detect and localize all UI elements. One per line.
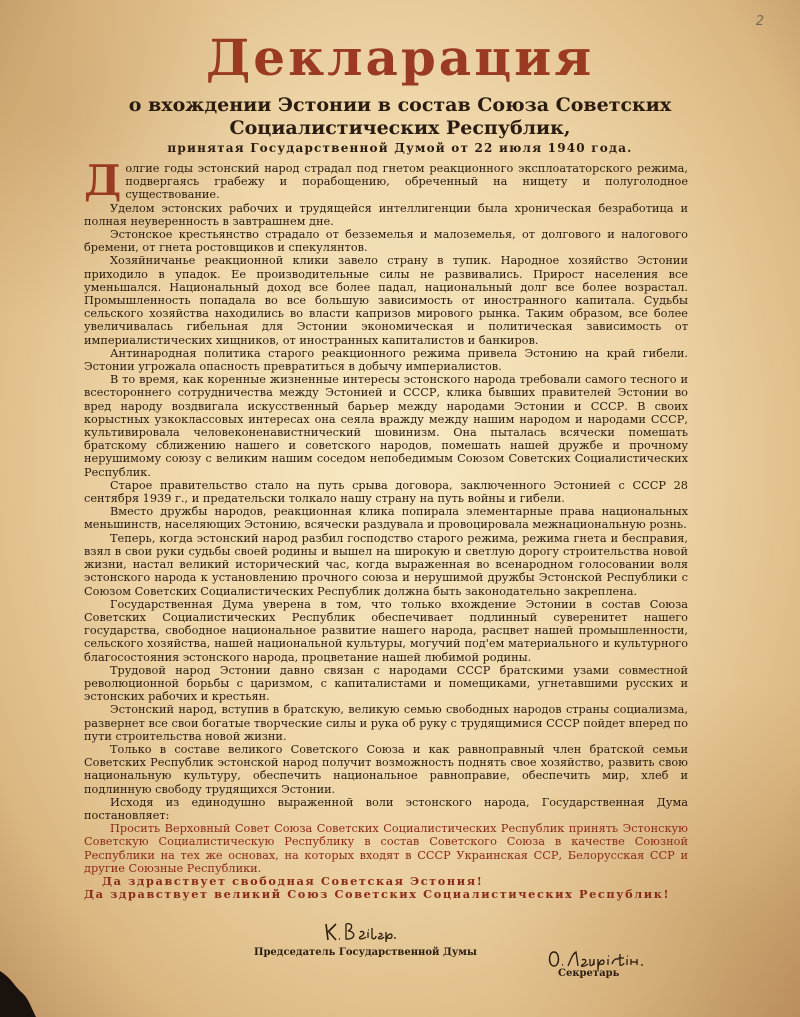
paragraph-text: олгие годы эстонский народ страдал под гнетом реакционного эксплоататорского режима, подвергаясь грабежу и порабощению, обреченный на нищету и полуголодное существование.: [125, 162, 688, 202]
paragraph-6: В то время, как коренные жизненные интересы эстонского народа требовали самого тесного и всестороннего сотрудничества между Эстонией и СССР, клика бывших правителей Эстонии во вред народу воздвигала искусственный барьер между народами Эстонии и СССР. В своих корыстных узкоклассовых интересах она сеяла вражду между нашим народом и народами СССР, культивировала человеконенавистнический шовинизм. Она пыталась всячески помешать братскому сближению нашего и советского народов, помешать нашей дружбе и прочному нерушимому союзу с великим нашим соседом непобедимым Союзом Советских Социалистических Республик.: [84, 373, 688, 479]
paragraph-11: Трудовой народ Эстонии давно связан с народами СССР братскими узами совместной революционной борьбы с царизмом, с капиталистами и помещиками, угнетавшими русских и эстонских рабочих и крестьян.: [84, 663, 688, 704]
paragraph-14: Исходя из единодушно выраженной воли эстонского народа, Государственная Дума постановляет:: [84, 795, 688, 822]
slogan-great-union: Да здравствует великий Союз Советских Социалистических Республик!: [84, 887, 671, 902]
paragraph-5: Антинародная политика старого реакционного режима привела Эстонию на край гибели. Эстонии угрожала опасность превратиться в добычу империалистов.: [84, 346, 688, 374]
paragraph-3: Эстонское крестьянство страдало от безземелья и малоземелья, от долгового и налогового бремени, от гнета ростовщиков и спекулянтов.: [84, 228, 688, 255]
paragraph-12: Эстонский народ, вступив в братскую, великую семью свободных народов страны социализма, развернет все свои богатые творческие силы и рука об руку с трудящимися СССР пойдет вперед по пути строительства новой жизни.: [84, 703, 688, 743]
subtitle-line-1: о вхождении Эстонии в состав Союза Советских: [128, 94, 672, 116]
paragraph-4: Хозяйничанье реакционной клики завело страну в тупик. Народное хозяйство Эстонии приходило в упадок. Ее производительные силы не развивались. Прирост населения все уменьшался. Национальный доход все более падал, национальный долг все более возрастал. Промышленность попадала во все большую зависимость от иностранного капитала. Судьбы сельского хозяйства находились во власти капризов мирового рынка. Таким образом, все более увеличивалась гибельная для Эстонии экономическая и политическая зависимость от империалистических хищников, от иностранных капиталистов и банкиров.: [84, 254, 688, 347]
declaration-body: [84, 156, 688, 902]
chairman-label: Председатель Государственной Думы: [254, 947, 477, 958]
paragraph-1: [84, 156, 688, 205]
page-number: 2: [755, 14, 764, 29]
slogan-free-estonia: Да здравствует свободная Советская Эстония!: [102, 873, 484, 888]
adoption-date-line: принятая Государственной Думой от 22 июля 1940 года.: [167, 141, 633, 155]
paragraph-2: Уделом эстонских рабочих и трудящейся интеллигенции была хроническая безработица и полная неуверенность в завтрашнем дне.: [84, 201, 688, 228]
page-title: Декларация: [205, 28, 595, 87]
chairman-signature: [322, 918, 422, 944]
paragraph-8: Вместо дружбы народов, реакционная клика попирала элементарные права национальных меньшинств, населяющих Эстонию, всячески раздувала и провоцировала межнациональную рознь.: [84, 505, 688, 532]
paragraph-10: Государственная Дума уверена в том, что только вхождение Эстонии в состав Союза Советских Социалистических Республик обеспечивает подлинный суверенитет нашего государства, свободное национальное развитие нашего народа, расцвет нашей промышленности, сельского хозяйства, нашей национальной культуры, могучий под'ем материального и культурного благосостояния эстонского народа, процветание нашей любимой родины.: [84, 597, 688, 664]
resolution-paragraph: Просить Верховный Совет Союза Советских Социалистических Республик принять Эстонскую Советскую Социалистическую Республику в состав Советского Союза в качестве Союзной Республики на тех же основах, на которых входят в СССР Украинская ССР, Белорусская ССР и другие Союзные Республики.: [84, 822, 688, 875]
torn-corner: [0, 957, 60, 1017]
paragraph-9: Теперь, когда эстонский народ разбил господство старого режима, режима гнета и бесправия, взял в свои руки судьбы своей родины и вышел на широкую и светлую дорогу строительства новой жизни, настал великий исторический час, когда выраженная во всенародном голосовании воля эстонского народа к установлению прочного союза и нерушимой дружбы Эстонской Республики с Союзом Советских Социалистических Республик должна быть законодательно закреплена.: [84, 531, 688, 598]
secretary-label: Секретарь: [558, 968, 620, 979]
paragraph-7: Старое правительство стало на путь срыва договора, заключенного Эстонией с СССР 28 сентября 1939 г., и предательски толкало нашу страну на путь войны и гибели.: [84, 478, 688, 506]
paragraph-13: Только в составе великого Советского Союза и как равноправный член братской семьи Советских Республик эстонской народ получит возможность поднять свое хозяйство, развить свою национальную культуру, обеспечить национальное равноправие, обеспечить мир, хлеб и подлинную свободу трудящихся Эстонии.: [84, 742, 688, 796]
drop-cap-letter: Д: [84, 156, 122, 205]
subtitle-line-2: Социалистических Республик,: [229, 117, 571, 139]
